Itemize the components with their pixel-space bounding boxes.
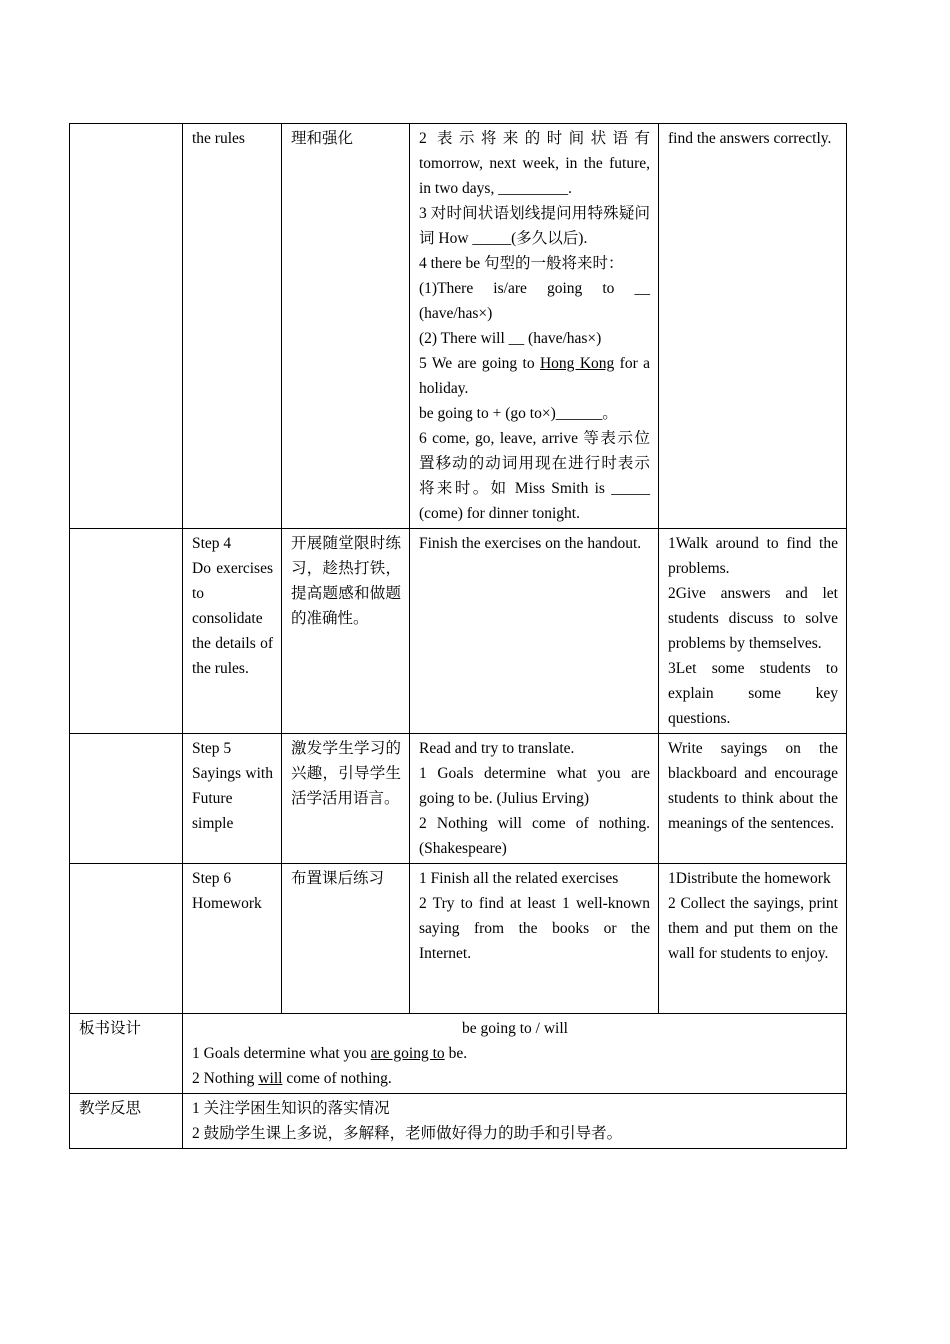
activity-line: 3 对时间状语划线提问用特殊疑问词 How _____(多久以后). (419, 205, 650, 247)
empty-cell (70, 124, 183, 529)
lesson-plan-table (69, 123, 847, 1149)
reflection-content (183, 1094, 847, 1149)
board-line: 1 Goals determine what you are going to be. (192, 1045, 468, 1062)
teacher-cell: find the answers correctly. (659, 124, 847, 529)
purpose-cell: 理和强化 (282, 124, 410, 529)
empty-cell (70, 864, 183, 1014)
board-design-row (70, 1014, 847, 1094)
purpose-cell: 布置课后练习 (282, 864, 410, 1014)
reflection-row (70, 1094, 847, 1149)
activity-line: be going to + (go to×)______。 (419, 405, 618, 422)
activity-line: 2 表示将来的时间状语有 tomorrow, next week, in the future, in two days, _________. (419, 130, 650, 197)
reflection-label: 教学反思 (70, 1094, 183, 1149)
underlined-text: will (258, 1070, 283, 1087)
table-row (70, 864, 847, 1014)
teacher-cell: 1Distribute the homework 2 Collect the sayings, print them and put them on the wall for students to enjoy. (659, 864, 847, 1014)
board-title: be going to / will (462, 1020, 568, 1037)
step-cell: the rules (183, 124, 282, 529)
table-row (70, 124, 847, 529)
activity-line: (1)There is/are going to __ (have/has×) (419, 280, 650, 322)
teacher-cell: 1Walk around to find the problems. 2Give answers and let students discuss to solve problems by themselves. 3Let some students to explain some key questions. (659, 529, 847, 734)
activity-cell: Read and try to translate. 1 Goals determine what you are going to be. (Julius Erving) 2 Nothing will come of nothing. (Shakespeare) (410, 734, 659, 864)
reflection-line: 2 鼓励学生课上多说，多解释，老师做好得力的助手和引导者。 (192, 1125, 623, 1142)
step-cell: Step 6 Homework (183, 864, 282, 1014)
activity-cell: Finish the exercises on the handout. (410, 529, 659, 734)
underlined-text: are going to (370, 1045, 445, 1062)
table-row (70, 734, 847, 864)
purpose-cell: 开展随堂限时练习，趁热打铁，提高题感和做题的准确性。 (282, 529, 410, 734)
activity-line: (2) There will __ (have/has×) (419, 330, 602, 347)
step-cell: Step 4 Do exercises to consolidate the details of the rules. (183, 529, 282, 734)
underlined-text: Hong Kong (539, 355, 615, 372)
board-line: 2 Nothing will come of nothing. (192, 1070, 392, 1087)
activity-line: 6 come, go, leave, arrive 等表示位置移动的动词用现在进行时表示将来时。如 Miss Smith is _____ (come) for dinner tonight. (419, 430, 650, 522)
table-row (70, 529, 847, 734)
step-cell: Step 5 Sayings with Future simple (183, 734, 282, 864)
empty-cell (70, 734, 183, 864)
activity-line: 4 there be 句型的一般将来时： (419, 255, 624, 272)
reflection-line: 1 关注学困生知识的落实情况 (192, 1100, 390, 1117)
purpose-cell: 激发学生学习的兴趣，引导学生活学活用语言。 (282, 734, 410, 864)
board-design-label: 板书设计 (70, 1014, 183, 1094)
empty-cell (70, 529, 183, 734)
board-design-content (183, 1014, 847, 1094)
activity-line: 5 We are going to Hong Kong for a holiday. (419, 355, 650, 397)
teacher-cell: Write sayings on the blackboard and encourage students to think about the meanings of the sentences. (659, 734, 847, 864)
activity-cell (410, 124, 659, 529)
activity-cell: 1 Finish all the related exercises 2 Try to find at least 1 well-known saying from the books or the Internet. (410, 864, 659, 1014)
